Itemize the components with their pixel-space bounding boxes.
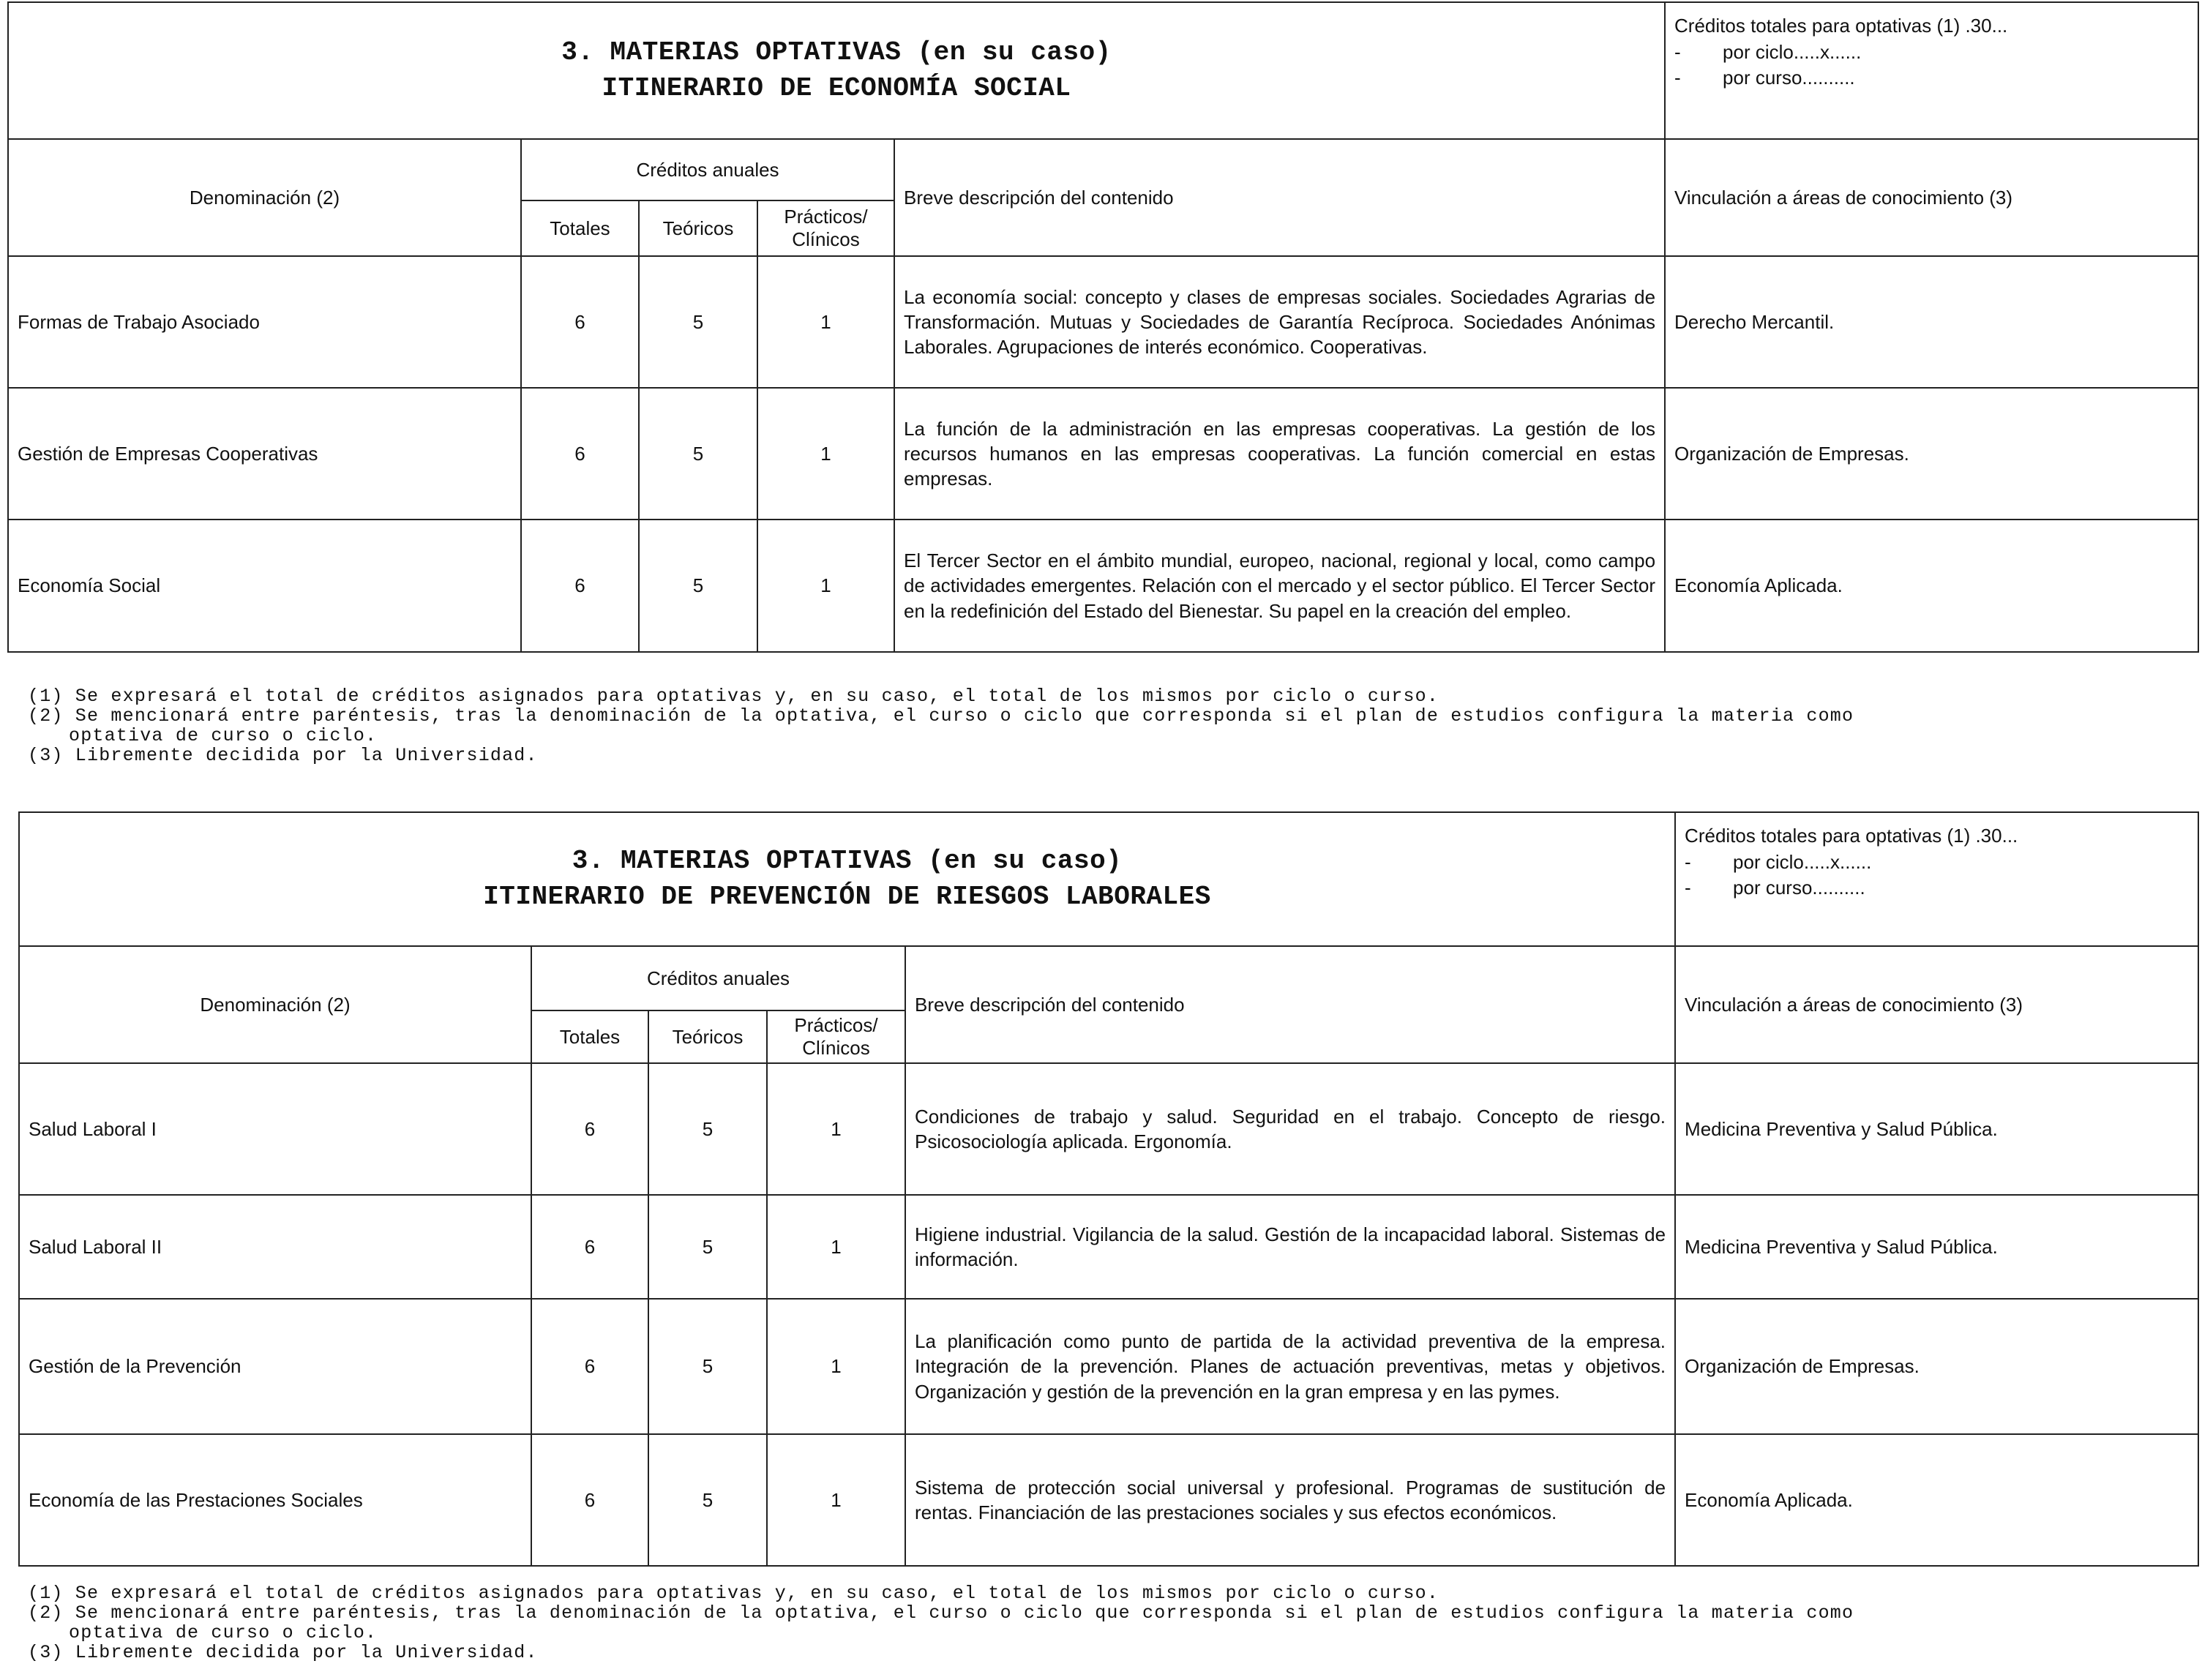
row-teoricos: 5 bbox=[648, 1434, 767, 1566]
table-row bbox=[8, 256, 2198, 388]
row-practicos: 1 bbox=[767, 1063, 905, 1195]
footnote-1: (1) Se expresará el total de créditos asignados para optativas y, en su caso, el total de los mismos por ciclo o curso. bbox=[28, 1583, 1439, 1604]
table-row bbox=[8, 388, 2198, 520]
section-title-line2: ITINERARIO DE PREVENCIÓN DE RIESGOS LABORALES bbox=[483, 881, 1211, 912]
header-vinculacion: Vinculación a áreas de conocimiento (3) bbox=[1675, 946, 2198, 1063]
row-denominacion: Gestión de la Prevención bbox=[19, 1299, 531, 1434]
footnote-3: (3) Libremente decidida por la Universidad. bbox=[28, 745, 538, 766]
credits-per-ciclo: por ciclo.....x...... bbox=[1733, 850, 1872, 873]
header-practicos: Prácticos/ Clínicos bbox=[757, 200, 894, 256]
row-totales: 6 bbox=[531, 1195, 648, 1299]
row-area: Organización de Empresas. bbox=[1675, 1299, 2198, 1434]
row-totales: 6 bbox=[521, 256, 639, 388]
credits-total: Créditos totales para optativas (1) .30... bbox=[1674, 15, 2008, 37]
footnote-2-continued: optativa de curso o ciclo. bbox=[69, 725, 378, 746]
footnote-3: (3) Libremente decidida por la Universidad. bbox=[28, 1642, 538, 1663]
row-practicos: 1 bbox=[767, 1434, 905, 1566]
optativas-table-economia-social bbox=[7, 1, 2199, 653]
footnote-1: (1) Se expresará el total de créditos asignados para optativas y, en su caso, el total de los mismos por ciclo o curso. bbox=[28, 686, 1439, 707]
footnote-2: (2) Se mencionará entre paréntesis, tras la denominación de la optativa, el curso o ciclo que corresponda si el plan de estudios configura la materia como bbox=[28, 705, 1854, 727]
header-denominacion: Denominación (2) bbox=[8, 139, 521, 256]
row-descripcion: La función de la administración en las empresas cooperativas. La gestión de los recursos humanos en las empresas cooperativas. La función comercial en estas empresas. bbox=[894, 388, 1665, 520]
credits-summary: Créditos totales para optativas (1) .30... - por ciclo.....x...... - por curso.......... bbox=[1675, 812, 2198, 946]
credits-per-curso: por curso.......... bbox=[1723, 67, 1855, 89]
row-descripcion: El Tercer Sector en el ámbito mundial, europeo, nacional, regional y local, como campo de actividades emergentes. Relación con el mercado y el sector público. El Tercer Sector en la redefinición del Estado del Bienestar. Su papel en la creación del empleo. bbox=[894, 520, 1665, 652]
row-teoricos: 5 bbox=[639, 256, 757, 388]
row-denominacion: Salud Laboral I bbox=[19, 1063, 531, 1195]
section-title bbox=[8, 2, 1665, 139]
row-teoricos: 5 bbox=[648, 1195, 767, 1299]
row-practicos: 1 bbox=[757, 520, 894, 652]
table-row bbox=[19, 1195, 2198, 1299]
row-denominacion: Economía de las Prestaciones Sociales bbox=[19, 1434, 531, 1566]
credits-per-curso: por curso.......... bbox=[1733, 877, 1865, 899]
footnotes bbox=[28, 686, 1854, 765]
row-area: Organización de Empresas. bbox=[1665, 388, 2198, 520]
section-title bbox=[19, 812, 1675, 946]
row-denominacion: Economía Social bbox=[8, 520, 521, 652]
section-title-line1: 3. MATERIAS OPTATIVAS (en su caso) bbox=[572, 845, 1123, 876]
header-descripcion: Breve descripción del contenido bbox=[894, 139, 1665, 256]
row-descripcion: La planificación como punto de partida de la actividad preventiva de la empresa. Integración de la prevención. Planes de actuación preventivas, metas y objetivos. Organización y gestión de la prevención en la gran empresa y en las pymes. bbox=[905, 1299, 1675, 1434]
footnotes bbox=[28, 1583, 1854, 1662]
row-denominacion: Salud Laboral II bbox=[19, 1195, 531, 1299]
header-creditos-anuales: Créditos anuales bbox=[531, 946, 905, 1010]
header-teoricos: Teóricos bbox=[648, 1010, 767, 1063]
row-totales: 6 bbox=[521, 388, 639, 520]
row-practicos: 1 bbox=[757, 388, 894, 520]
row-totales: 6 bbox=[521, 520, 639, 652]
optativas-table-prevencion-riesgos bbox=[18, 811, 2199, 1567]
header-totales: Totales bbox=[531, 1010, 648, 1063]
row-practicos: 1 bbox=[757, 256, 894, 388]
row-teoricos: 5 bbox=[639, 520, 757, 652]
table-row bbox=[19, 1299, 2198, 1434]
row-teoricos: 5 bbox=[639, 388, 757, 520]
credits-summary: Créditos totales para optativas (1) .30... - por ciclo.....x...... - por curso.......... bbox=[1665, 2, 2198, 139]
table-row bbox=[19, 1434, 2198, 1566]
header-practicos: Prácticos/ Clínicos bbox=[767, 1010, 905, 1063]
row-totales: 6 bbox=[531, 1434, 648, 1566]
section-title-line2: ITINERARIO DE ECONOMÍA SOCIAL bbox=[602, 72, 1071, 103]
row-descripcion: Sistema de protección social universal y profesional. Programas de sustitución de rentas. Financiación de las prestaciones sociales y sus efectos económicos. bbox=[905, 1434, 1675, 1566]
header-descripcion: Breve descripción del contenido bbox=[905, 946, 1675, 1063]
header-creditos-anuales: Créditos anuales bbox=[521, 139, 894, 200]
row-totales: 6 bbox=[531, 1299, 648, 1434]
header-vinculacion: Vinculación a áreas de conocimiento (3) bbox=[1665, 139, 2198, 256]
row-area: Economía Aplicada. bbox=[1665, 520, 2198, 652]
row-teoricos: 5 bbox=[648, 1299, 767, 1434]
row-area: Medicina Preventiva y Salud Pública. bbox=[1675, 1195, 2198, 1299]
footnote-2-continued: optativa de curso o ciclo. bbox=[69, 1622, 378, 1643]
row-area: Economía Aplicada. bbox=[1675, 1434, 2198, 1566]
row-descripcion: Higiene industrial. Vigilancia de la salud. Gestión de la incapacidad laboral. Sistemas de información. bbox=[905, 1195, 1675, 1299]
table-row bbox=[19, 1063, 2198, 1195]
section-title-line1: 3. MATERIAS OPTATIVAS (en su caso) bbox=[561, 37, 1112, 67]
row-practicos: 1 bbox=[767, 1195, 905, 1299]
credits-total: Créditos totales para optativas (1) .30... bbox=[1685, 825, 2018, 847]
footnote-2: (2) Se mencionará entre paréntesis, tras la denominación de la optativa, el curso o ciclo que corresponda si el plan de estudios configura la materia como bbox=[28, 1602, 1854, 1624]
header-denominacion: Denominación (2) bbox=[19, 946, 531, 1063]
header-totales: Totales bbox=[521, 200, 639, 256]
row-denominacion: Formas de Trabajo Asociado bbox=[8, 256, 521, 388]
row-totales: 6 bbox=[531, 1063, 648, 1195]
table-row bbox=[8, 520, 2198, 652]
row-practicos: 1 bbox=[767, 1299, 905, 1434]
header-teoricos: Teóricos bbox=[639, 200, 757, 256]
row-area: Derecho Mercantil. bbox=[1665, 256, 2198, 388]
row-descripcion: Condiciones de trabajo y salud. Seguridad en el trabajo. Concepto de riesgo. Psicosociología aplicada. Ergonomía. bbox=[905, 1063, 1675, 1195]
row-denominacion: Gestión de Empresas Cooperativas bbox=[8, 388, 521, 520]
row-descripcion: La economía social: concepto y clases de empresas sociales. Sociedades Agrarias de Transformación. Mutuas y Sociedades de Garantía Recíproca. Sociedades Anónimas Laborales. Agrupaciones de interés económico. Cooperativas. bbox=[894, 256, 1665, 388]
row-area: Medicina Preventiva y Salud Pública. bbox=[1675, 1063, 2198, 1195]
credits-per-ciclo: por ciclo.....x...... bbox=[1723, 40, 1862, 63]
row-teoricos: 5 bbox=[648, 1063, 767, 1195]
